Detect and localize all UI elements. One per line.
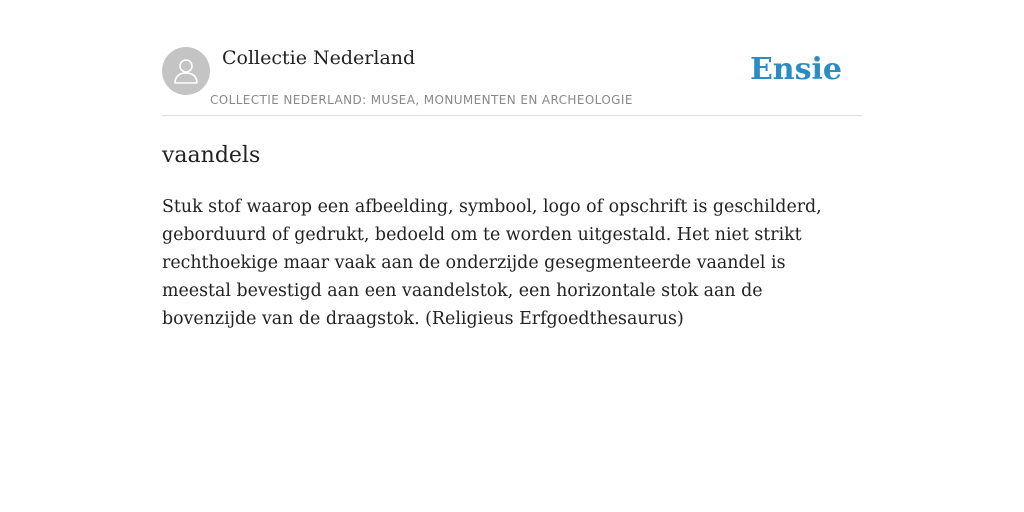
author-subtitle: COLLECTIE NEDERLAND: MUSEA, MONUMENTEN EN ARCHEOLOGIE [210, 93, 633, 107]
term-title: vaandels [162, 143, 261, 168]
user-icon [171, 56, 201, 86]
author-name-link[interactable]: Collectie Nederland [222, 47, 416, 69]
entry-card [162, 46, 862, 333]
entry-header [162, 46, 862, 116]
author-avatar[interactable] [162, 47, 210, 95]
term-definition: Stuk stof waarop een afbeelding, symbool, logo of opschrift is geschilderd, geborduurd of gedrukt, bedoeld om te worden uitgestald. Het niet strikt rechthoekige maar vaak aan de onderzijde gesegmenteerde vaandel is meestal bevestigd aan een vaandelstok, een horizontale stok aan de bovenzijde van de draagstok. (Religieus Erfgoedthesaurus) [162, 197, 822, 329]
ensie-logo[interactable]: Ensie [749, 52, 842, 87]
